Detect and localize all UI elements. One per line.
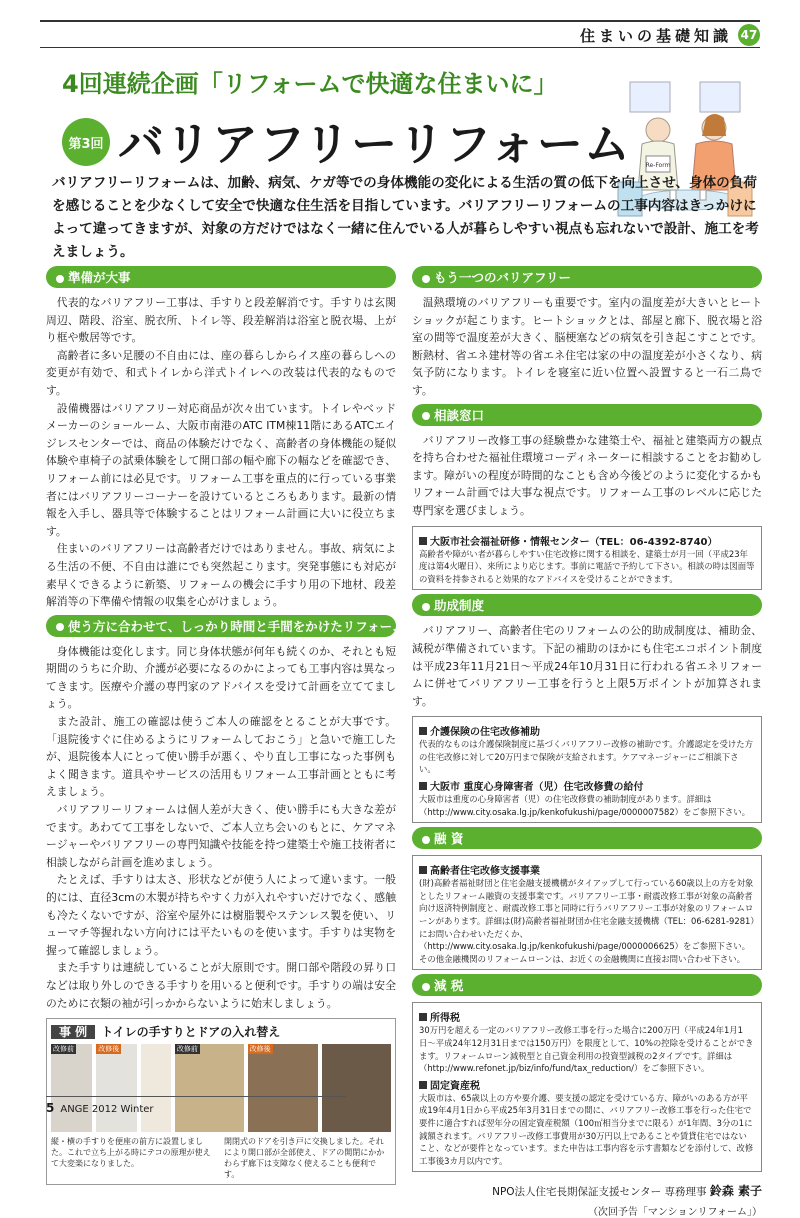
subsidy-info-box: 介護保険の住宅改修補助 代表的なものは介護保険制度に基づくバリアフリー改修の補助です。介護認定を受けた方の住宅改修に対して20万円まで保険が支給されます。ケアマネージャーにご相談下さい。 大阪市 重度心身障害者（児）住宅改修費の給付 大阪市は重度の心身障害者（児）の住宅改修費の補助制度があります。詳細は（http://www.city.osaka.lg.jp/kenkofukushi/page/0000007582）をご参照下さい。 (412, 716, 762, 823)
caption-toilet: 縦・横の手すりを便座の前方に設置しました。これで立ち上がる時にテコの原理が使えて大変楽になりました。 (51, 1137, 211, 1169)
square-bullet-icon (419, 1081, 427, 1089)
section-heading-other-barrier-free: もう一つのバリアフリー (412, 266, 762, 288)
column-title (580, 24, 760, 46)
example-photos (51, 1044, 391, 1132)
author-name: 鈴森 素子 (709, 1184, 762, 1199)
section-heading-loan: 融 資 (412, 827, 762, 849)
tax-info-box: 所得税 30万円を超える一定のバリアフリー改修工事を行った場合に200万円（平成24年1月1日〜平成24年12月31日までは150万円）を限度として、10%の控除を受けることができます。リフォームローン減税型と自己資金利用の投資型減税の2タイプです。詳細は（http://www.refonet.jp/biz/info/fund/tax_reduction/）をご参照下さい。 固定資産税 大阪市は、65歳以上の方や要介護、要支援の認定を受けている方、障がいのある方が平成19年4月1日から平成25年3月31日までの間に、バリアフリー改修工事を行った住宅で要件に適合すれば翌年分の固定資産税額（100㎡相当分までに限る）が1年間、3分の1に減額されます。バリアフリー改修工事費用が30万円以上であることや賃貸住宅ではないこと、などが要件となっています。また申告は工事内容を示す書類などを添付して、改修工事後3カ月以内です。 (412, 1002, 762, 1172)
photo-after-toilet-2 (141, 1044, 170, 1132)
photo-after-door: 改修後 (248, 1044, 319, 1132)
square-bullet-icon (419, 1013, 427, 1021)
bullet-icon (422, 603, 430, 611)
bullet-icon (422, 836, 430, 844)
author-org: NPO法人住宅長期保証支援センター 専務理事 (492, 1186, 707, 1199)
column-title-text: 住まいの基礎知識 (579, 26, 732, 45)
header-bar (40, 20, 760, 48)
section-heading-subsidy: 助成制度 (412, 594, 762, 616)
example-captions (51, 1136, 391, 1180)
paragraph: また設計、施工の確認は使うご本人の確認をとることが大事です。「退院後すぐに住めるようにリフォームしておこう」と急いで施工したが、退院後本人にとって使い勝手が悪く、やり直し工事になった事例もよく聞きます。道具やサービスの活用もリフォーム工事計画とともに考えましょう。 (46, 715, 396, 799)
example-heading (51, 1023, 391, 1040)
magazine-issue: ANGE 2012 Winter (60, 1104, 154, 1115)
loan-info-box: 高齢者住宅改修支援事業 (財)高齢者福祉財団と住宅金融支援機構がタイアップして行っている60歳以上の方を対象としたリフォーム融資の支援事業です。バリアフリー工事・耐震改修工事が対象の高齢者向け返済特例制度と、耐震改修工事と同時に行うバリアフリー工事が対象のリフォームローンがあります。詳細は(財)高齢者福祉財団か住宅金融支援機構（TEL：06-6281-9281）にお問い合わせいただくか、（http://www.city.osaka.lg.jp/kenkofukushi/page/0000006625）をご参照下さい。その他金融機関のリフォームローンは、お近くの金融機関に直接お問い合わせ下さい。 (412, 855, 762, 970)
bullet-icon (56, 623, 64, 631)
bullet-icon (422, 983, 430, 991)
author-credit (412, 1182, 762, 1199)
square-bullet-icon (419, 537, 427, 545)
paragraph: 身体機能は変化します。同じ身体状態が何年も続くのか、それとも短期間のうちに介助、介護が必要になるのかによっても工事内容は異なってきます。医療や介護の専門家のアドバイスを受けて計画を立ててましょう。 (46, 644, 396, 711)
example-tag: 事 例 (51, 1025, 95, 1039)
consultation-info-box: 大阪市社会福祉研修・情報センター（TEL：06-4392-8740） 高齢者や障がい者が暮らしやすい住宅改修に関する相談を、建築士が月一回（平成23年度は第4火曜日）、来所により応じます。事前に電話で予約して下さい。相談の時は図面等の資料を持参されると効果的なアドバイスを受けることができます。 (412, 526, 762, 591)
bullet-icon (422, 275, 430, 283)
page-number: 5 (46, 1101, 55, 1115)
photo-before-toilet: 改修前 (51, 1044, 92, 1132)
episode-badge: 第3回 (62, 118, 110, 166)
bullet-icon (422, 412, 430, 420)
paragraph: バリアフリーリフォームは個人差が大きく、使い勝手にも大きな差がでます。あわてて工事をしないで、ご本人立ち会いのもとに、ケアマネージャーやバリアフリーの専門知識や技能を持つ建築士や施工技術者に相談しながら計画を進めましょう。 (46, 803, 396, 869)
paragraph: 住まいのバリアフリーは高齢者だけではありません。事故、病気による生活の不便、不自由は誰にでも突然起こります。突発事態にも対応が素早くできるように新築、リフォームの機会に手すり用の下地材、段差解消等の下準備や情報の収集を心がけましょう。 (46, 542, 396, 609)
example-title: トイレの手すりとドアの入れ替え (101, 1025, 281, 1040)
lead-paragraph: バリアフリーリフォームは、加齢、病気、ケガ等での身体機能の変化による生活の質の低下を向上させ、身体の負荷を感じることを少なくして安全で快適な住生活を目指しています。バリアフリーリフォームの工事内容はきっかけによって違ってきますが、対象の方だけではなく一緒に住んでいる人が暮らしやすい視点も忘れないで設計、施工を考えましょう。 (52, 175, 759, 260)
paragraph: たとえば、手すりは太さ、形状などが使う人によって違います。一般的には、直径3cmの木製が持ちやすく力が入れやすいだけでなく、感触も冷たくないですが、浴室や屋外には樹脂製やステンレス製を使い、リューマチ等握れない方向けには平たいものを使います。手すりは実物を握って確認しましょう。 (46, 873, 396, 957)
section-heading-preparation: 準備が大事 (46, 266, 396, 288)
series-title: 4回連続企画「リフォームで快適な住まいに」 (62, 70, 558, 98)
square-bullet-icon (419, 782, 427, 790)
column-number-badge: 47 (738, 24, 760, 46)
paragraph: 高齢者に多い足腰の不自由には、座の暮らしからイス座の暮らしへの変更が有効で、和式トイレから洋式トイレへの改装は代表的なものです。 (46, 348, 396, 397)
next-issue-notice: （次回予告「マンションリフォーム」） (587, 1207, 762, 1218)
caption-door: 開閉式のドアを引き戸に交換しました。それにより開口部が全部使え、ドアの開閉にかかわらず廊下は支障なく使えることも便利です。 (224, 1137, 385, 1180)
paragraph: また手すりは連続していることが大原則です。開口部や階段の昇り口などは取り外しのできる手すりを用いると便利です。手すりの端は安全のために衣類の袖が引っかからないように始末しましょう。 (46, 961, 396, 1010)
paragraph: 設備機器はバリアフリー対応商品が次々出ています。トイレやベッドメーカーのショールーム、大阪市南港のATC ITM棟11階にあるATCエイジレスセンターでは、商品の体験だけでなく、高齢者の身体機能の疑似体験や車椅子の試乗体験をして開口部の幅や廊下の幅などを確認でき、リフォーム前には必見です。リフォーム工事を重点的に行っている事業者にはバリアフリーコーナーを設けているところもあります。最新の情報を入手し、器具等で体験することはリフォーム計画に大いに役立ちます。 (46, 401, 396, 538)
right-column (412, 262, 762, 1218)
sign-text: Re-Form (645, 162, 671, 169)
bullet-icon (56, 275, 64, 283)
photo-before-door: 改修前 (175, 1044, 244, 1132)
paragraph: 代表的なバリアフリー工事は、手すりと段差解消です。手すりは玄関周辺、階段、浴室、脱衣所、トイレ等、段差解消は浴室と脱衣場、上がり框や敷居等です。 (46, 296, 396, 345)
paragraph: 温熱環境のバリアフリーも重要です。室内の温度差が大きいとヒートショックが起こります。ヒートショックとは、部屋と廊下、脱衣場と浴室の間等で温度差が大きく、脳梗塞などの病気を引き起こすことです。断熱材、省エネ建材等の省エネ住宅は家の中の温度差が小さくなり、病気予防になります。トイレを寝室に近い位置へ設置すると一石二鳥です。 (412, 296, 762, 397)
section-heading-consultation: 相談窓口 (412, 404, 762, 426)
square-bullet-icon (419, 727, 427, 735)
section-heading-tax: 減 税 (412, 974, 762, 996)
square-bullet-icon (419, 866, 427, 874)
paragraph: バリアフリー、高齢者住宅のリフォームの公的助成制度は、補助金、減税が準備されています。下記の補助のほかにも住宅エコポイント制度は平成23年11月21日〜平成24年10月31日に行われる省エネリフォームに併せてバリアフリー工事を行うと上限5万ポイントが加算されます。 (412, 624, 762, 708)
section-heading-planning: 使う方に合わせて、しっかり時間と手間をかけたリフォーム計画と工事 (46, 615, 396, 637)
photo-after-door-2 (322, 1044, 391, 1132)
paragraph: バリアフリー改修工事の経験豊かな建築士や、福祉と建築両方の観点を持ち合わせた福祉住環境コーディネーターに相談することをお勧めします。障がいの程度が時間的なことも含め今後どのように変化するかもリフォーム計画では大事な視点です。リフォーム工事のレベルに応じた専門家を選びましょう。 (412, 433, 762, 517)
photo-after-toilet: 改修後 (96, 1044, 137, 1132)
main-title: バリアフリーリフォーム (118, 117, 631, 171)
page-footer (46, 1096, 346, 1115)
